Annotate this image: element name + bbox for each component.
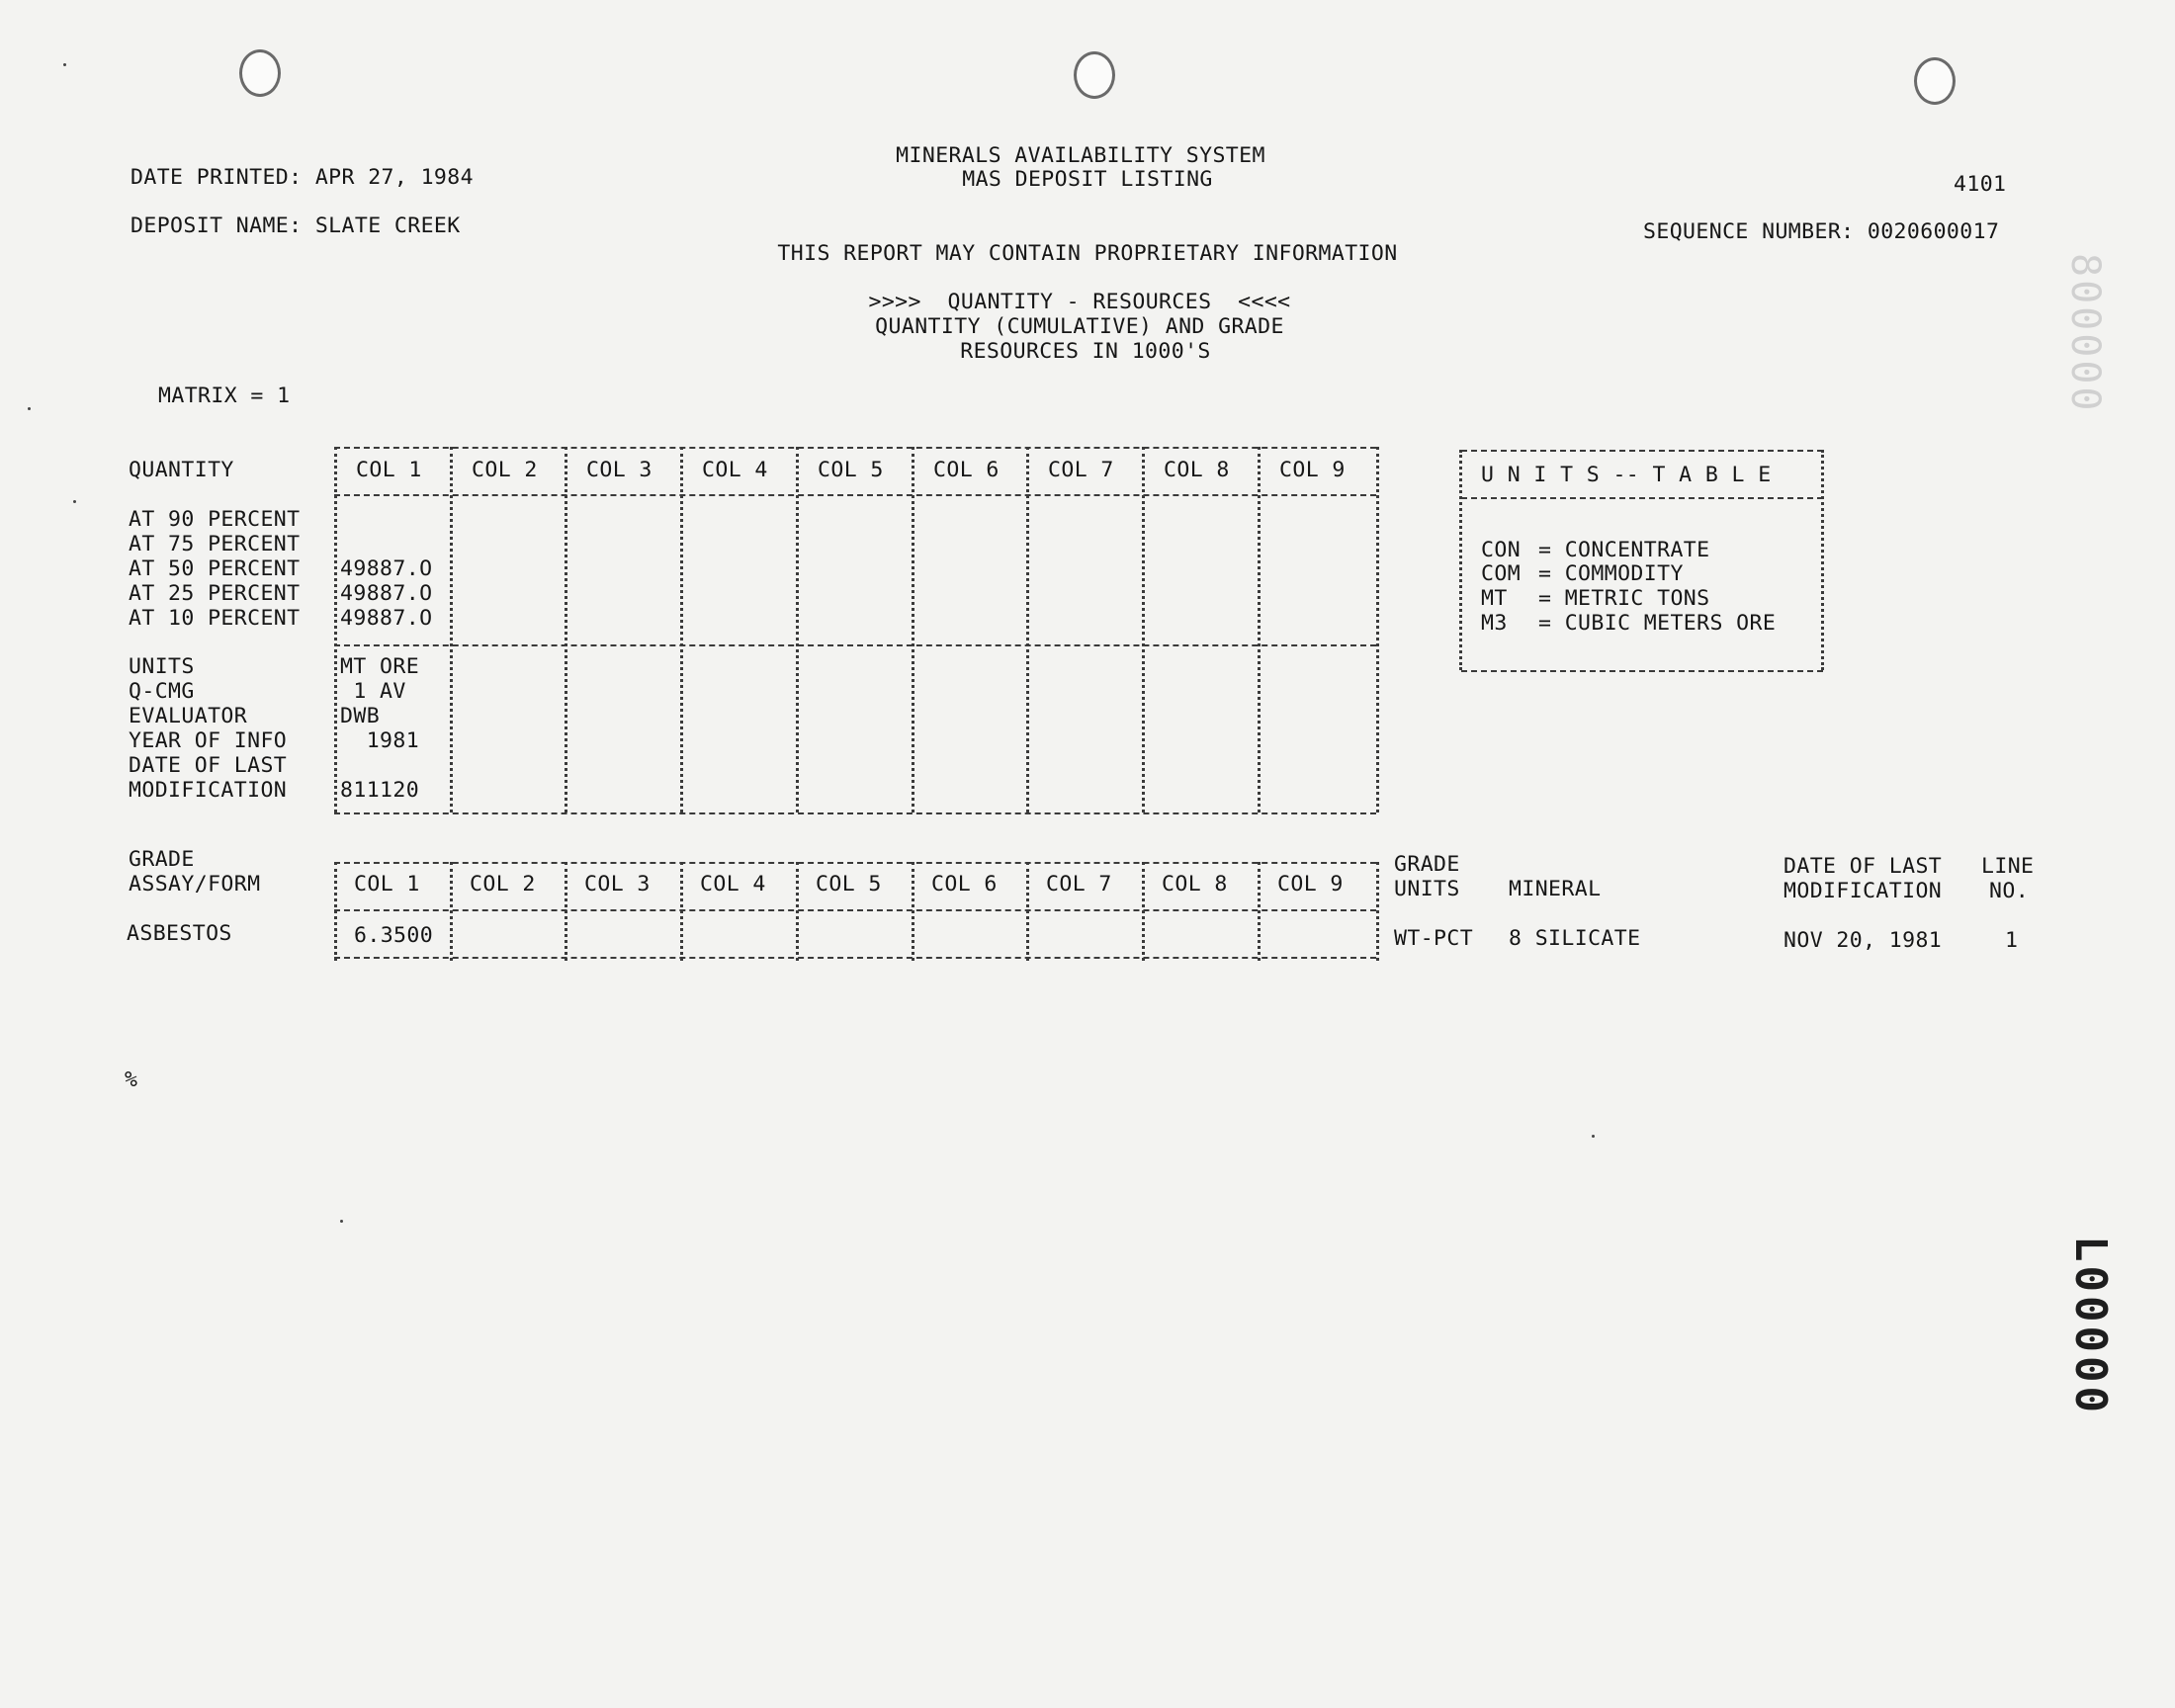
sequence-number: SEQUENCE NUMBER: 0020600017 (1643, 219, 2000, 244)
grade-mineral-value: 8 SILICATE (1509, 926, 1641, 951)
quantity-row-label: AT 75 PERCENT (129, 532, 301, 556)
grade-date-value: NOV 20, 1981 (1784, 928, 1943, 953)
quantity-info-label: MODIFICATION (129, 778, 288, 803)
speck (340, 1220, 343, 1223)
quantity-col-header: COL 7 (1048, 458, 1114, 482)
assay-form-label: ASSAY/FORM (129, 872, 261, 897)
grade-col-separator (450, 862, 453, 961)
grade-rule (334, 957, 1376, 959)
grade-col1-value: 6.3500 (354, 923, 434, 948)
grade-rule (334, 862, 1376, 864)
section-title: >>>> QUANTITY - RESOURCES <<<< (868, 290, 1291, 314)
quantity-col-separator (680, 447, 683, 812)
grade-col-separator (334, 862, 337, 961)
quantity-col-separator (450, 447, 453, 812)
section-subtitle-1: QUANTITY (CUMULATIVE) AND GRADE (875, 314, 1284, 339)
quantity-info-label: Q-CMG (129, 679, 195, 704)
system-title: MINERALS AVAILABILITY SYSTEM (896, 143, 1265, 168)
quantity-col-separator (796, 447, 799, 812)
grade-units-header-2: UNITS (1394, 877, 1460, 901)
date-header-1: DATE OF LAST (1784, 854, 1943, 879)
quantity-info-value: MT ORE (340, 654, 420, 679)
grade-col-header: COL 5 (816, 872, 882, 897)
quantity-col-header: COL 6 (933, 458, 1000, 482)
frame-stamp-top: 800000 (2062, 253, 2108, 414)
quantity-col-header: COL 8 (1164, 458, 1230, 482)
quantity-col-separator (1258, 447, 1261, 812)
units-table-right-border (1821, 450, 1824, 670)
units-code: COM (1481, 561, 1522, 586)
grade-col-separator (680, 862, 683, 961)
line-header-2: NO. (1989, 879, 2030, 903)
grade-col-separator (796, 862, 799, 961)
quantity-col-header: COL 4 (702, 458, 768, 482)
units-description: = METRIC TONS (1538, 586, 1710, 611)
date-header-2: MODIFICATION (1784, 879, 1943, 903)
units-table-left-border (1459, 450, 1462, 670)
page-code: 4101 (1954, 172, 2007, 197)
units-code: MT (1481, 586, 1508, 611)
quantity-info-value: 1981 (340, 728, 420, 753)
quantity-info-label: DATE OF LAST (129, 753, 288, 778)
quantity-row-label: AT 25 PERCENT (129, 581, 301, 606)
grade-col-separator (1142, 862, 1145, 961)
line-header-1: LINE (1981, 854, 2035, 879)
binder-hole-left (239, 49, 281, 97)
quantity-info-label: UNITS (129, 654, 195, 679)
grade-col-separator (1258, 862, 1261, 961)
binder-hole-center (1074, 51, 1115, 99)
units-table-rule-top (1461, 450, 1823, 452)
quantity-rule (334, 447, 1376, 449)
proprietary-notice: THIS REPORT MAY CONTAIN PROPRIETARY INFORMATION (777, 241, 1398, 266)
quantity-info-label: YEAR OF INFO (129, 728, 288, 753)
deposit-name: DEPOSIT NAME: SLATE CREEK (130, 214, 461, 238)
quantity-col-separator (1142, 447, 1145, 812)
quantity-col-header: COL 5 (818, 458, 884, 482)
quantity-col-separator (565, 447, 567, 812)
grade-col-header: COL 7 (1046, 872, 1112, 897)
quantity-row-label: AT 90 PERCENT (129, 507, 301, 532)
quantity-info-label: EVALUATOR (129, 704, 248, 728)
quantity-col1-value: 49887.O (340, 606, 433, 631)
units-code: M3 (1481, 611, 1508, 636)
quantity-col-header: COL 2 (472, 458, 538, 482)
quantity-col-separator (1026, 447, 1029, 812)
units-table-rule-mid (1461, 497, 1823, 499)
units-description: = COMMODITY (1538, 561, 1684, 586)
grade-col-header: COL 2 (470, 872, 536, 897)
speck (63, 63, 66, 66)
quantity-rule (334, 494, 1376, 496)
units-table-title: U N I T S -- T A B L E (1481, 463, 1772, 487)
grade-row-label: ASBESTOS (127, 921, 232, 946)
quantity-col-header: COL 3 (586, 458, 652, 482)
grade-col-header: COL 9 (1277, 872, 1344, 897)
grade-units-header-1: GRADE (1394, 852, 1460, 877)
quantity-rule (334, 644, 1376, 646)
grade-line-value: 1 (2005, 928, 2019, 953)
quantity-col-separator (1376, 447, 1379, 812)
quantity-label: QUANTITY (129, 458, 234, 482)
units-table-rule-bottom (1461, 670, 1823, 672)
quantity-col1-value: 49887.O (340, 581, 433, 606)
date-printed: DATE PRINTED: APR 27, 1984 (130, 165, 474, 190)
quantity-info-value: 1 AV (340, 679, 406, 704)
section-subtitle-2: RESOURCES IN 1000'S (960, 339, 1211, 364)
grade-col-separator (912, 862, 914, 961)
quantity-col-separator (334, 447, 337, 812)
quantity-row-label: AT 50 PERCENT (129, 556, 301, 581)
frame-stamp-bottom: L00000 (2065, 1236, 2116, 1416)
speck (1592, 1135, 1595, 1138)
percent-mark: % (125, 1068, 138, 1092)
quantity-col-header: COL 1 (356, 458, 422, 482)
units-description: = CUBIC METERS ORE (1538, 611, 1777, 636)
mineral-header: MINERAL (1509, 877, 1602, 901)
grade-col-header: COL 4 (700, 872, 766, 897)
quantity-rule (334, 812, 1376, 814)
binder-hole-right (1914, 57, 1956, 105)
grade-units-value: WT-PCT (1394, 926, 1474, 951)
grade-col-header: COL 8 (1162, 872, 1228, 897)
quantity-info-value: DWB (340, 704, 381, 728)
grade-col-header: COL 6 (931, 872, 998, 897)
quantity-col-header: COL 9 (1279, 458, 1346, 482)
grade-col-separator (1026, 862, 1029, 961)
speck (73, 500, 76, 503)
grade-col-header: COL 3 (584, 872, 651, 897)
quantity-col1-value: 49887.O (340, 556, 433, 581)
units-description: = CONCENTRATE (1538, 538, 1710, 562)
quantity-row-label: AT 10 PERCENT (129, 606, 301, 631)
grade-col-separator (1376, 862, 1379, 961)
speck (28, 407, 31, 410)
quantity-info-value: 811120 (340, 778, 420, 803)
grade-col-header: COL 1 (354, 872, 420, 897)
grade-label: GRADE (129, 847, 195, 872)
quantity-col-separator (912, 447, 914, 812)
units-code: CON (1481, 538, 1522, 562)
grade-col-separator (565, 862, 567, 961)
listing-title: MAS DEPOSIT LISTING (962, 167, 1213, 192)
grade-rule (334, 909, 1376, 911)
matrix-label: MATRIX = 1 (158, 384, 291, 408)
